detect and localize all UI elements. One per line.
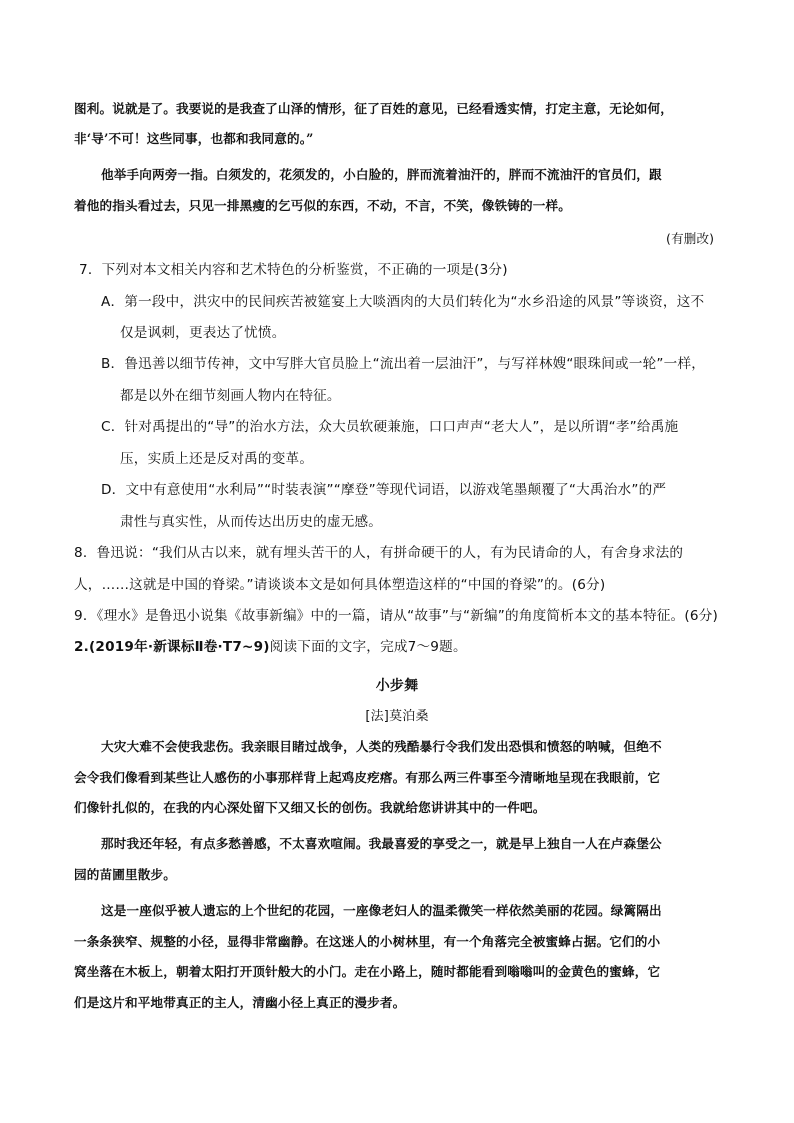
text-line: 这是一座似乎被人遗忘的上个世纪的花园，一座像老妇人的温柔微笑一样依然美丽的花园。绿篱隔出 [101,903,662,918]
text-line: 那时我还年轻，有点多愁善感，不太喜欢喧闹。我最喜爱的享受之一，就是早上独自一人在卢森堡公 [101,836,662,851]
text-line: 着他的指头看过去，只见一排黑瘦的乞丐似的东西，不动，不言，不笑，像铁铸的一样。 [74,198,572,213]
text-line: 们是这片和平地带真正的主人，清幽小径上真正的漫步者。 [74,995,406,1010]
option-c-line: 压，实质上还是反对禹的变革。 [120,451,314,467]
text-line: 图利。说就是了。我要说的是我查了山泽的情形，征了百姓的意见，已经看透实情，打定主意，无论如何， [74,101,673,116]
article-author: [法]莫泊桑 [365,709,429,724]
text-line: 窝坐落在木板上，朝着太阳打开顶针般大的小门。走在小路上，随时都能看到嗡嗡叫的金黄色的蜜蜂，它 [74,964,661,979]
option-c-line: C．针对禹提出的“导”的治水方法，众大员软硬兼施，口口声声“老大人”，是以所谓“孝”给禹施 [101,419,679,435]
question-9: 9．《理水》是鲁迅小说集《故事新编》中的一篇，请从“故事”与“新编”的角度简析本文的基本特征。(6分) [74,608,719,624]
question-line: 8．鲁迅说：“我们从古以来，就有埋头苦干的人，有拼命硬干的人，有为民请命的人，有舍身求法的 [74,545,684,561]
text-line: 会令我们像看到某些让人感伤的小事那样背上起鸡皮疙瘩。有那么两三件事至今清晰地呈现在我眼前，它 [74,770,661,785]
text-line: 他举手向两旁一指。白须发的，花须发的，小白脸的，胖而流着油汗的，胖而不流油汗的官员们，跟 [101,167,662,182]
text-line: 大灾大难不会使我悲伤。我亲眼目睹过战争，人类的残酷暴行令我们发出恐惧和愤怒的呐喊，但绝不 [101,739,662,754]
article-title: 小步舞 [375,678,419,694]
option-b-line: 都是以外在细节刻画人物内在特征。 [120,388,341,404]
option-d-line: 肃性与真实性，从而传达出历史的虚无感。 [120,514,383,530]
option-d-line: D．文中有意使用“水利局”“时装表演”“摩登”等现代词语，以游戏笔墨颠覆了“大禹治水”的严 [101,482,667,498]
text-line: 一条条狭窄、规整的小径，显得非常幽静。在这迷人的小树林里，有一个角落完全被蜜蜂占据。它们的小 [74,934,661,949]
option-a-line: A．第一段中，洪灾中的民间疾苦被筵宴上大啖酒肉的大员们转化为“水乡沿途的风景”等谈资，这不 [101,294,705,310]
option-b-line: B．鲁迅善以细节传神，文中写胖大官员脸上“流出着一层油汗”，与写祥林嫂“眼珠间或一轮”一样， [101,356,706,372]
question-stem: 7．下列对本文相关内容和艺术特色的分析鉴赏，不正确的一项是(3分) [79,262,508,278]
option-a-line: 仅是讽刺，更表达了忧愤。 [120,325,286,341]
text-line: 们像针扎似的，在我的内心深处留下又细又长的创伤。我就给您讲讲其中的一件吧。 [74,800,546,815]
section-heading [74,641,467,655]
section-source: 2.(2019年·新课标Ⅱ卷·T7~9) [74,639,270,655]
source-note: (有删改) [666,231,715,246]
text-line: 园的苗圃里散步。 [74,867,176,882]
section-instruction: 阅读下面的文字，完成7～9题。 [269,639,467,655]
question-line: 人，……这就是中国的脊梁。”请谈谈本文是如何具体塑造这样的“中国的脊梁”的。(6分) [74,577,606,593]
text-line: 非‘导’不可！这些同事，也都和我同意的。” [74,131,314,146]
